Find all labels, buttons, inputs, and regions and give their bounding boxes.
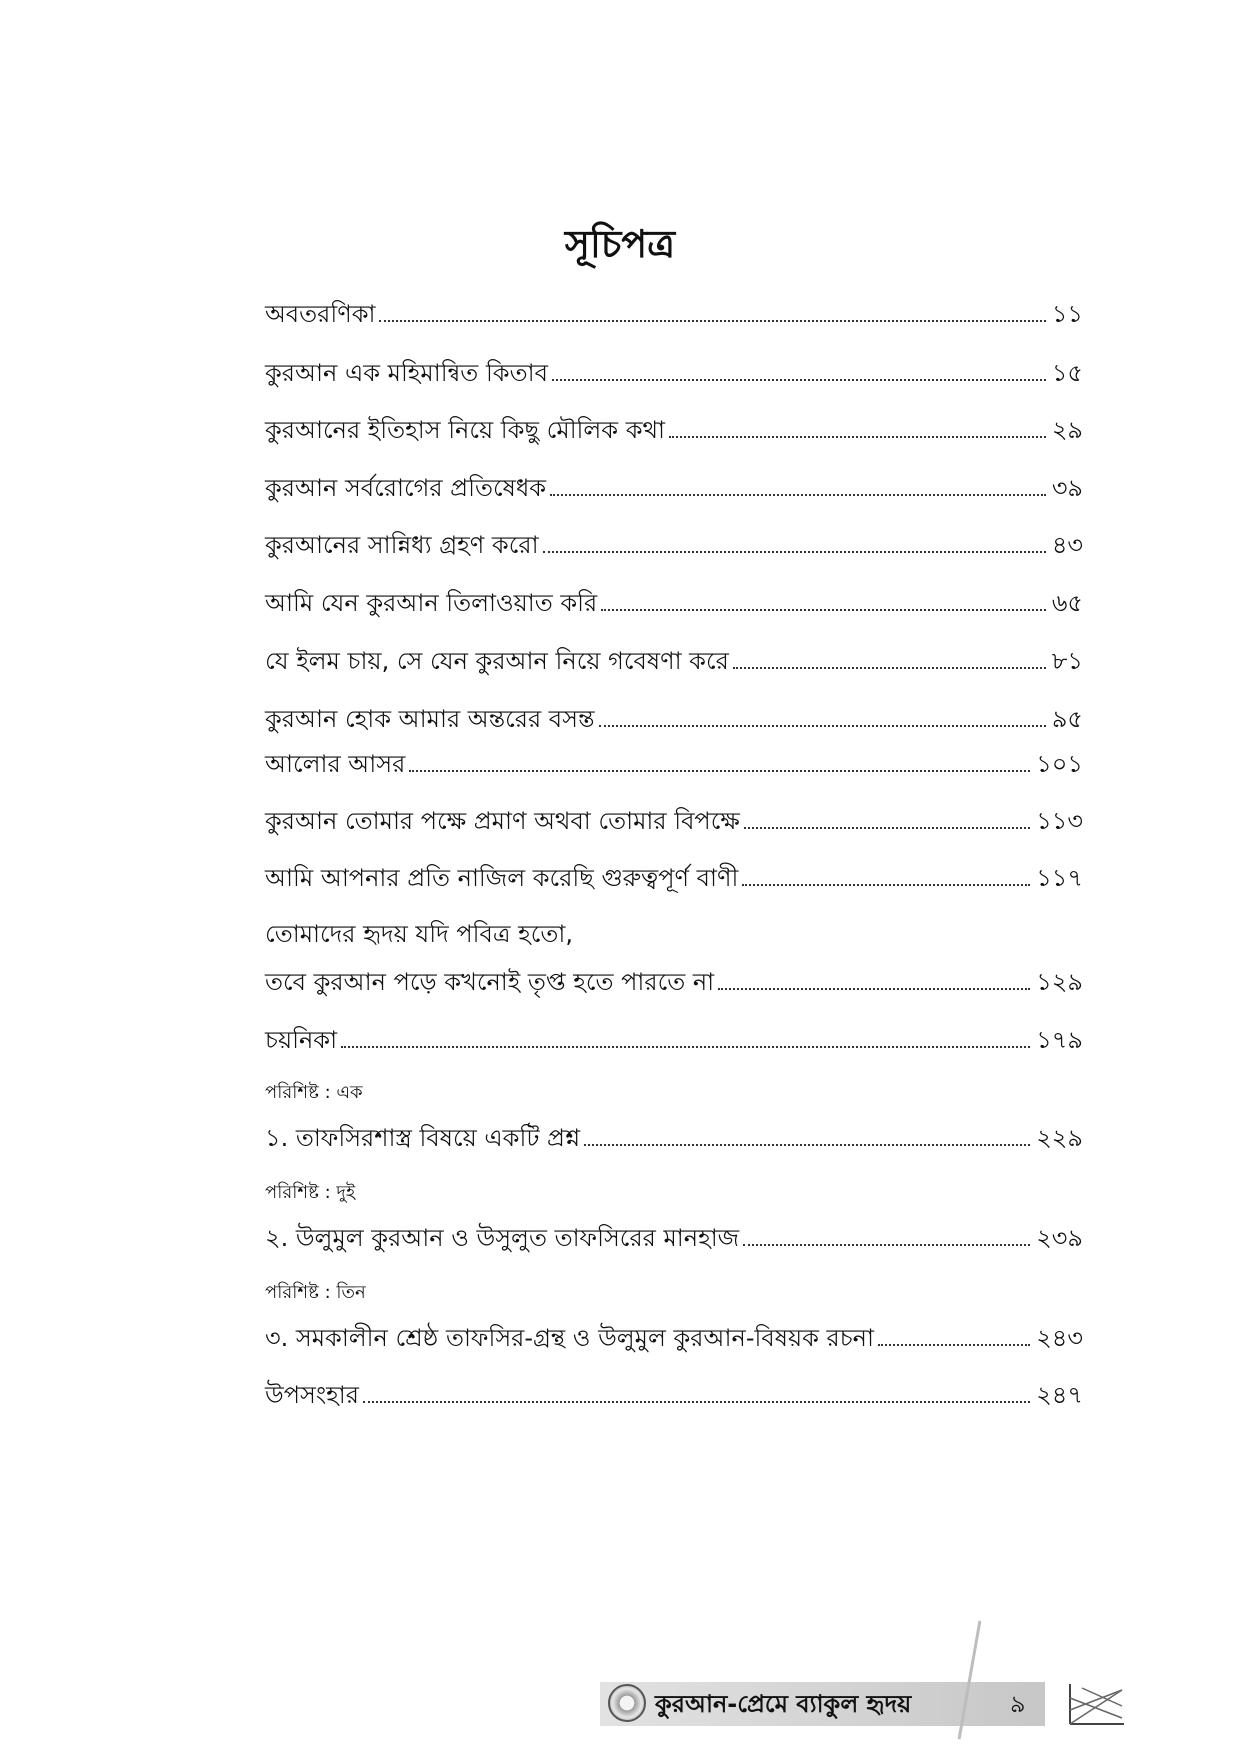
toc-entry <box>265 466 1083 506</box>
toc-entry-page: ৩৯ <box>1051 474 1083 502</box>
toc-entry-label: উপসংহার <box>265 1381 359 1409</box>
toc-entry <box>265 1216 1083 1256</box>
dot-leader <box>552 379 1046 381</box>
toc-entry-page: ২৪৩ <box>1036 1324 1083 1352</box>
dot-leader <box>409 770 1030 772</box>
dot-leader <box>878 1344 1030 1346</box>
dot-leader <box>743 1244 1030 1246</box>
toc-entry-page: ৪৩ <box>1051 531 1083 559</box>
toc-entry-page: ৮১ <box>1051 647 1083 675</box>
toc-entry-page: ১১ <box>1051 300 1083 328</box>
toc-entry <box>265 960 1083 1000</box>
toc-entry <box>265 1373 1083 1413</box>
toc-entry <box>265 742 1083 782</box>
dot-leader <box>341 1046 1030 1048</box>
toc-entry-label: আমি যেন কুরআন তিলাওয়াত করি <box>265 589 598 617</box>
toc-entry-label: ২. উলুমুল কুরআন ও উসুলুত তাফসিরের মানহাজ <box>265 1224 740 1252</box>
toc-entry-label: অবতরণিকা <box>265 300 376 328</box>
dot-leader <box>584 1144 1030 1146</box>
quran-seal-icon <box>608 1684 646 1722</box>
footer-page-number: ৯ <box>1010 1690 1026 1718</box>
footer-book-title: কুরআন-প্রেমে ব্যাকুল হৃদয় <box>655 1690 912 1718</box>
toc-entry-page: ১০১ <box>1036 750 1083 778</box>
toc-entry <box>265 697 1083 737</box>
toc-entry-label: কুরআন সর্বরোগের প্রতিষেধক <box>265 474 547 502</box>
toc-entry-page: ২৩৯ <box>1036 1224 1083 1252</box>
toc-entry-label: যে ইলম চায়, সে যেন কুরআন নিয়ে গবেষণা করে <box>265 647 729 675</box>
toc-entry-label: চয়নিকা <box>265 1026 338 1054</box>
page-title: সূচিপত্র <box>564 222 676 266</box>
toc-entry-page: ৬৫ <box>1051 589 1083 617</box>
toc-entry-page: ১১৩ <box>1036 807 1083 835</box>
toc-entry-label: কুরআন এক মহিমান্বিত কিতাব <box>265 359 548 387</box>
table-of-contents <box>265 0 1083 1752</box>
dot-leader <box>744 827 1030 829</box>
toc-entry-page: ৯৫ <box>1051 705 1083 733</box>
appendix-label: পরিশিষ্ট : এক <box>265 1082 363 1103</box>
toc-entry <box>265 351 1083 391</box>
corner-ornament-icon <box>1068 1680 1126 1728</box>
toc-entry <box>265 1316 1083 1356</box>
toc-entry-page: ২৯ <box>1051 416 1083 444</box>
toc-entry-page: ১৫ <box>1051 359 1083 387</box>
toc-entry <box>265 1116 1083 1156</box>
appendix-label: পরিশিষ্ট : তিন <box>265 1282 366 1303</box>
toc-entry-page: ১১৭ <box>1036 864 1083 892</box>
toc-entry-label: আলোর আসর <box>265 750 406 778</box>
dot-leader <box>379 320 1045 322</box>
toc-entry-page: ১৭৯ <box>1036 1026 1083 1054</box>
toc-entry-label-line1: তোমাদের হৃদয় যদি পবিত্র হতো, <box>265 920 573 948</box>
dot-leader <box>550 494 1046 496</box>
toc-entry-page: ২২৯ <box>1036 1124 1083 1152</box>
toc-entry <box>265 799 1083 839</box>
toc-entry <box>265 1018 1083 1058</box>
toc-entry-label: তবে কুরআন পড়ে কখনোই তৃপ্ত হতে পারতে না <box>265 968 715 996</box>
toc-entry-label: ৩. সমকালীন শ্রেষ্ঠ তাফসির-গ্রন্থ ও উলুমুল কুরআন-বিষয়ক রচনা <box>265 1324 874 1352</box>
toc-entry-label: কুরআনের সান্নিধ্য গ্রহণ করো <box>265 531 539 559</box>
toc-entry-label: আমি আপনার প্রতি নাজিল করেছি গুরুত্বপূর্ণ বাণী <box>265 864 739 892</box>
dot-leader <box>742 884 1030 886</box>
toc-entry <box>265 408 1083 448</box>
toc-entry <box>265 581 1083 621</box>
toc-entry-page: ২৪৭ <box>1036 1381 1083 1409</box>
appendix-label: পরিশিষ্ট : দুই <box>265 1182 356 1203</box>
dot-leader <box>601 609 1046 611</box>
toc-entry <box>265 523 1083 563</box>
toc-entry-label: কুরআন তোমার পক্ষে প্রমাণ অথবা তোমার বিপক্ষে <box>265 807 740 835</box>
toc-entry-label: কুরআনের ইতিহাস নিয়ে কিছু মৌলিক কথা <box>265 416 666 444</box>
toc-entry <box>265 292 1083 332</box>
toc-entry-page: ১২৯ <box>1036 968 1083 996</box>
dot-leader <box>543 551 1046 553</box>
dot-leader <box>669 436 1046 438</box>
toc-entry <box>265 639 1083 679</box>
dot-leader <box>718 988 1030 990</box>
toc-entry <box>265 856 1083 896</box>
toc-entry-label: কুরআন হোক আমার অন্তরের বসন্ত <box>265 705 595 733</box>
dot-leader <box>599 725 1046 727</box>
dot-leader <box>363 1401 1030 1403</box>
toc-entry-label: ১. তাফসিরশাস্ত্র বিষয়ে একটি প্রশ্ন <box>265 1124 581 1152</box>
dot-leader <box>733 667 1046 669</box>
